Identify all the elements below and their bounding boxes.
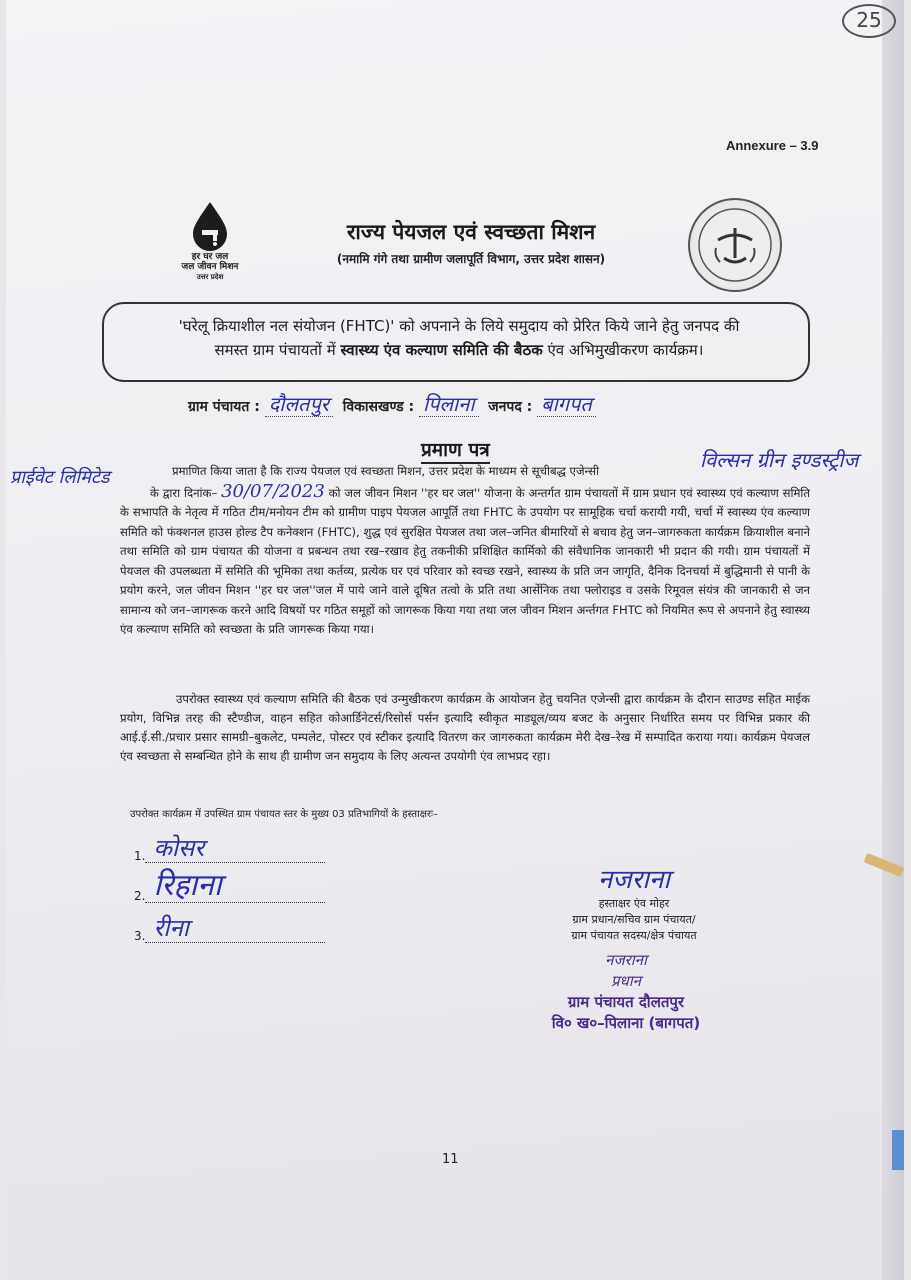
- signatory-1-signature: कोसर: [153, 834, 205, 862]
- certificate-paragraph-1: [120, 462, 810, 640]
- water-drop-icon: [189, 200, 231, 252]
- signatory-3-signature: रीना: [153, 914, 190, 942]
- signatory-2: [134, 868, 325, 903]
- document-page: [6, 0, 904, 1280]
- para1-c: को जल जीवन मिशन ''हर घर जल'' योजना के अन्तर्गत ग्राम पंचायतों में ग्राम प्रधान एवं स्वास्थ्य एवं कल्याण समिति के सभापति के नेतृत्व में गठित टीम/मनोयन टीम को ग्रामीण पाइप पेयजल आपूर्ति तथा FHTC के उपयोग पर सामूहिक चर्चा करायी गयी, चर्चा में स्वास्थ्य एंव कल्याण समिति को फंक्शनल हाउस होल्ड टैप कनेक्शन (FHTC), शुद्ध एवं सुरक्षित पेयजल तथा जल–जनित बीमारियों से बचाव हेतु जन–जागरुकता कार्यक्रम क्रियाशील बनाने तथा समिति को ग्राम पंचायत की योजना व प्रबन्धन तथा रख–रखाव हेतु तकनीकी प्रशिक्षित कार्मिको की संवैधानिक जानकारी भी प्रदान की गयी। ग्राम पंचायतों में पेयजल की उपलब्धता में समिति की भूमिका तथा कर्तव्य, प्रत्येक घर एवं परिवार को स्वच्छ रखने, स्वास्थ्य के प्रति जन जागृति, दैनिक दिनचर्या में बुद्धिमानी से पानी के प्रयोग करने, जल जीवन मिशन ''हर घर जल''जल में पाये जाने वाले दूषित तत्वो के प्रति तथा आर्सेनिक तथा फ्लोराइड व उसके रिमूवल संयंत्र की जानकारी से जन सामान्य को जन–जागरूक करने आदि विषयों पर गठित समूहों को जागरूक किया गया तथा जल जीवन मिशन अर्न्तगत FHTC को नियमित रूप से अपनाने हेतु स्वास्थ्य एंव कल्याण समिति को स्वच्छता के प्रति जागरूक किया गया।: [120, 485, 810, 636]
- vikaskhand-value: पिलाना: [419, 392, 479, 417]
- stamp-designation: प्रधान: [611, 972, 641, 990]
- handwritten-pvt-ltd: प्राईवेट लिमिटेड: [10, 467, 110, 488]
- logo-line-3: उत्तर प्रदेश: [196, 273, 224, 281]
- signatory-2-num: 2.: [134, 889, 146, 903]
- signature-caption-2: ग्राम प्रधान/सचिव ग्राम पंचायत/: [572, 913, 696, 926]
- mission-subtitle: (नमामि गंगे तथा ग्रामीण जलापूर्ति विभाग, उत्तर प्रदेश शासन): [336, 252, 606, 266]
- signatory-3: [134, 914, 325, 943]
- signature-caption-3: ग्राम पंचायत सदस्य/क्षेत्र पंचायत: [571, 929, 697, 942]
- program-title-box: [102, 302, 810, 382]
- box-line-2-post: एंव अभिमुखीकरण कार्यक्रम।: [542, 341, 704, 359]
- signatory-1: [134, 834, 325, 863]
- emblem-icon: [690, 200, 780, 290]
- janpad-label: जनपद :: [488, 399, 533, 415]
- signatories-title: उपरोक्त कार्यक्रम में उपस्थित ग्राम पंचायत स्तर के मुख्य 03 प्रतिभागियों के हस्ताक्षरः–: [130, 809, 438, 820]
- handwritten-page-number: 25: [842, 4, 896, 38]
- gram-panchayat-label: ग्राम पंचायत :: [188, 399, 260, 415]
- page-number: 11: [442, 1152, 459, 1167]
- logo-line-1: हर घर जल: [191, 252, 229, 262]
- handwritten-date: 30/07/2023: [221, 480, 325, 502]
- signature-caption-1: हस्ताक्षर एंव मोहर: [598, 897, 670, 910]
- stamp-name: नजराना: [605, 951, 647, 969]
- authority-signature: नजराना: [597, 865, 671, 895]
- box-line-2-pre: समस्त ग्राम पंचायतों में: [214, 341, 341, 359]
- gram-panchayat-value: दौलतपुर: [265, 392, 333, 417]
- box-line-1: 'घरेलू क्रियाशील नल संयोजन (FHTC)' को अपनाने के लिये समुदाय को प्रेरित किये जाने हेतु जनपद की: [178, 317, 740, 335]
- signatory-2-signature: रिहाना: [153, 868, 222, 903]
- certificate-heading: प्रमाण पत्र: [421, 436, 490, 464]
- vikaskhand-label: विकासखण्ड :: [342, 399, 415, 415]
- paper-edge: [882, 0, 904, 1280]
- para2-text: उपरोक्त स्वास्थ्य एवं कल्याण समिति की बैठक एवं उन्मुखीकरण कार्यक्रम के आयोजन हेतु चयनित एजेन्सी द्वारा कार्यक्रम के दौरान साउण्ड सहित माईक प्रयोग, विभिन्न तरह की स्टैण्डीज, वाहन सहित कोआर्डिनेटर्स/रिसोर्स पर्सन इत्यादि स्वीकृत माड्यूल/व्यय बजट के अनुसार निर्धारित समय पर विभिन्न प्रकार की आई.ई.सी./प्रचार प्रसार सामग्री–बुकलेट, पम्पलेट, पोस्टर एवं स्टीकर इत्यादि वितरण कर जागरुकता कार्यक्रम मेरी देख–रेख में सम्पादित कराया गया। कार्यक्रम पेयजल एंव स्वच्छता से सम्बन्धित होने के साथ ही ग्रामीण जन समुदाय के लिए अत्यन्त उपयोगी एंव लाभप्रद रहा।: [120, 692, 810, 763]
- janpad-value: बागपत: [537, 392, 596, 417]
- authority-signature-block: [534, 860, 734, 944]
- signatory-1-num: 1.: [134, 849, 146, 863]
- box-line-2-bold: स्वास्थ्य एंव कल्याण समिति की बैठक: [340, 341, 543, 359]
- handwritten-agency-name: विल्सन ग्रीन इण्डस्ट्रीज: [700, 448, 859, 472]
- stamp-panchayat: ग्राम पंचायत दौलतपुर: [567, 993, 685, 1011]
- certificate-paragraph-2: [120, 690, 810, 766]
- blue-tab: [892, 1130, 904, 1170]
- har-ghar-jal-logo: [170, 200, 250, 282]
- para1-a: प्रमाणित किया जाता है कि राज्य पेयजल एवं स्वच्छता मिशन, उत्तर प्रदेश के माध्यम से सूचीबद्ध एजेन्सी: [172, 464, 600, 478]
- para1-b: के द्वारा दिनांक–: [150, 485, 218, 500]
- annexure-label: Annexure – 3.9: [726, 138, 819, 153]
- up-government-emblem: [688, 198, 782, 292]
- official-stamp: [526, 950, 726, 1034]
- location-fields: [188, 390, 808, 417]
- signatory-3-num: 3.: [134, 929, 146, 943]
- stamp-block: वि० ख०–पिलाना (बागपत): [551, 1014, 701, 1032]
- mission-title: राज्य पेयजल एवं स्वच्छता मिशन: [346, 220, 596, 244]
- logo-line-2: जल जीवन मिशन: [181, 262, 239, 272]
